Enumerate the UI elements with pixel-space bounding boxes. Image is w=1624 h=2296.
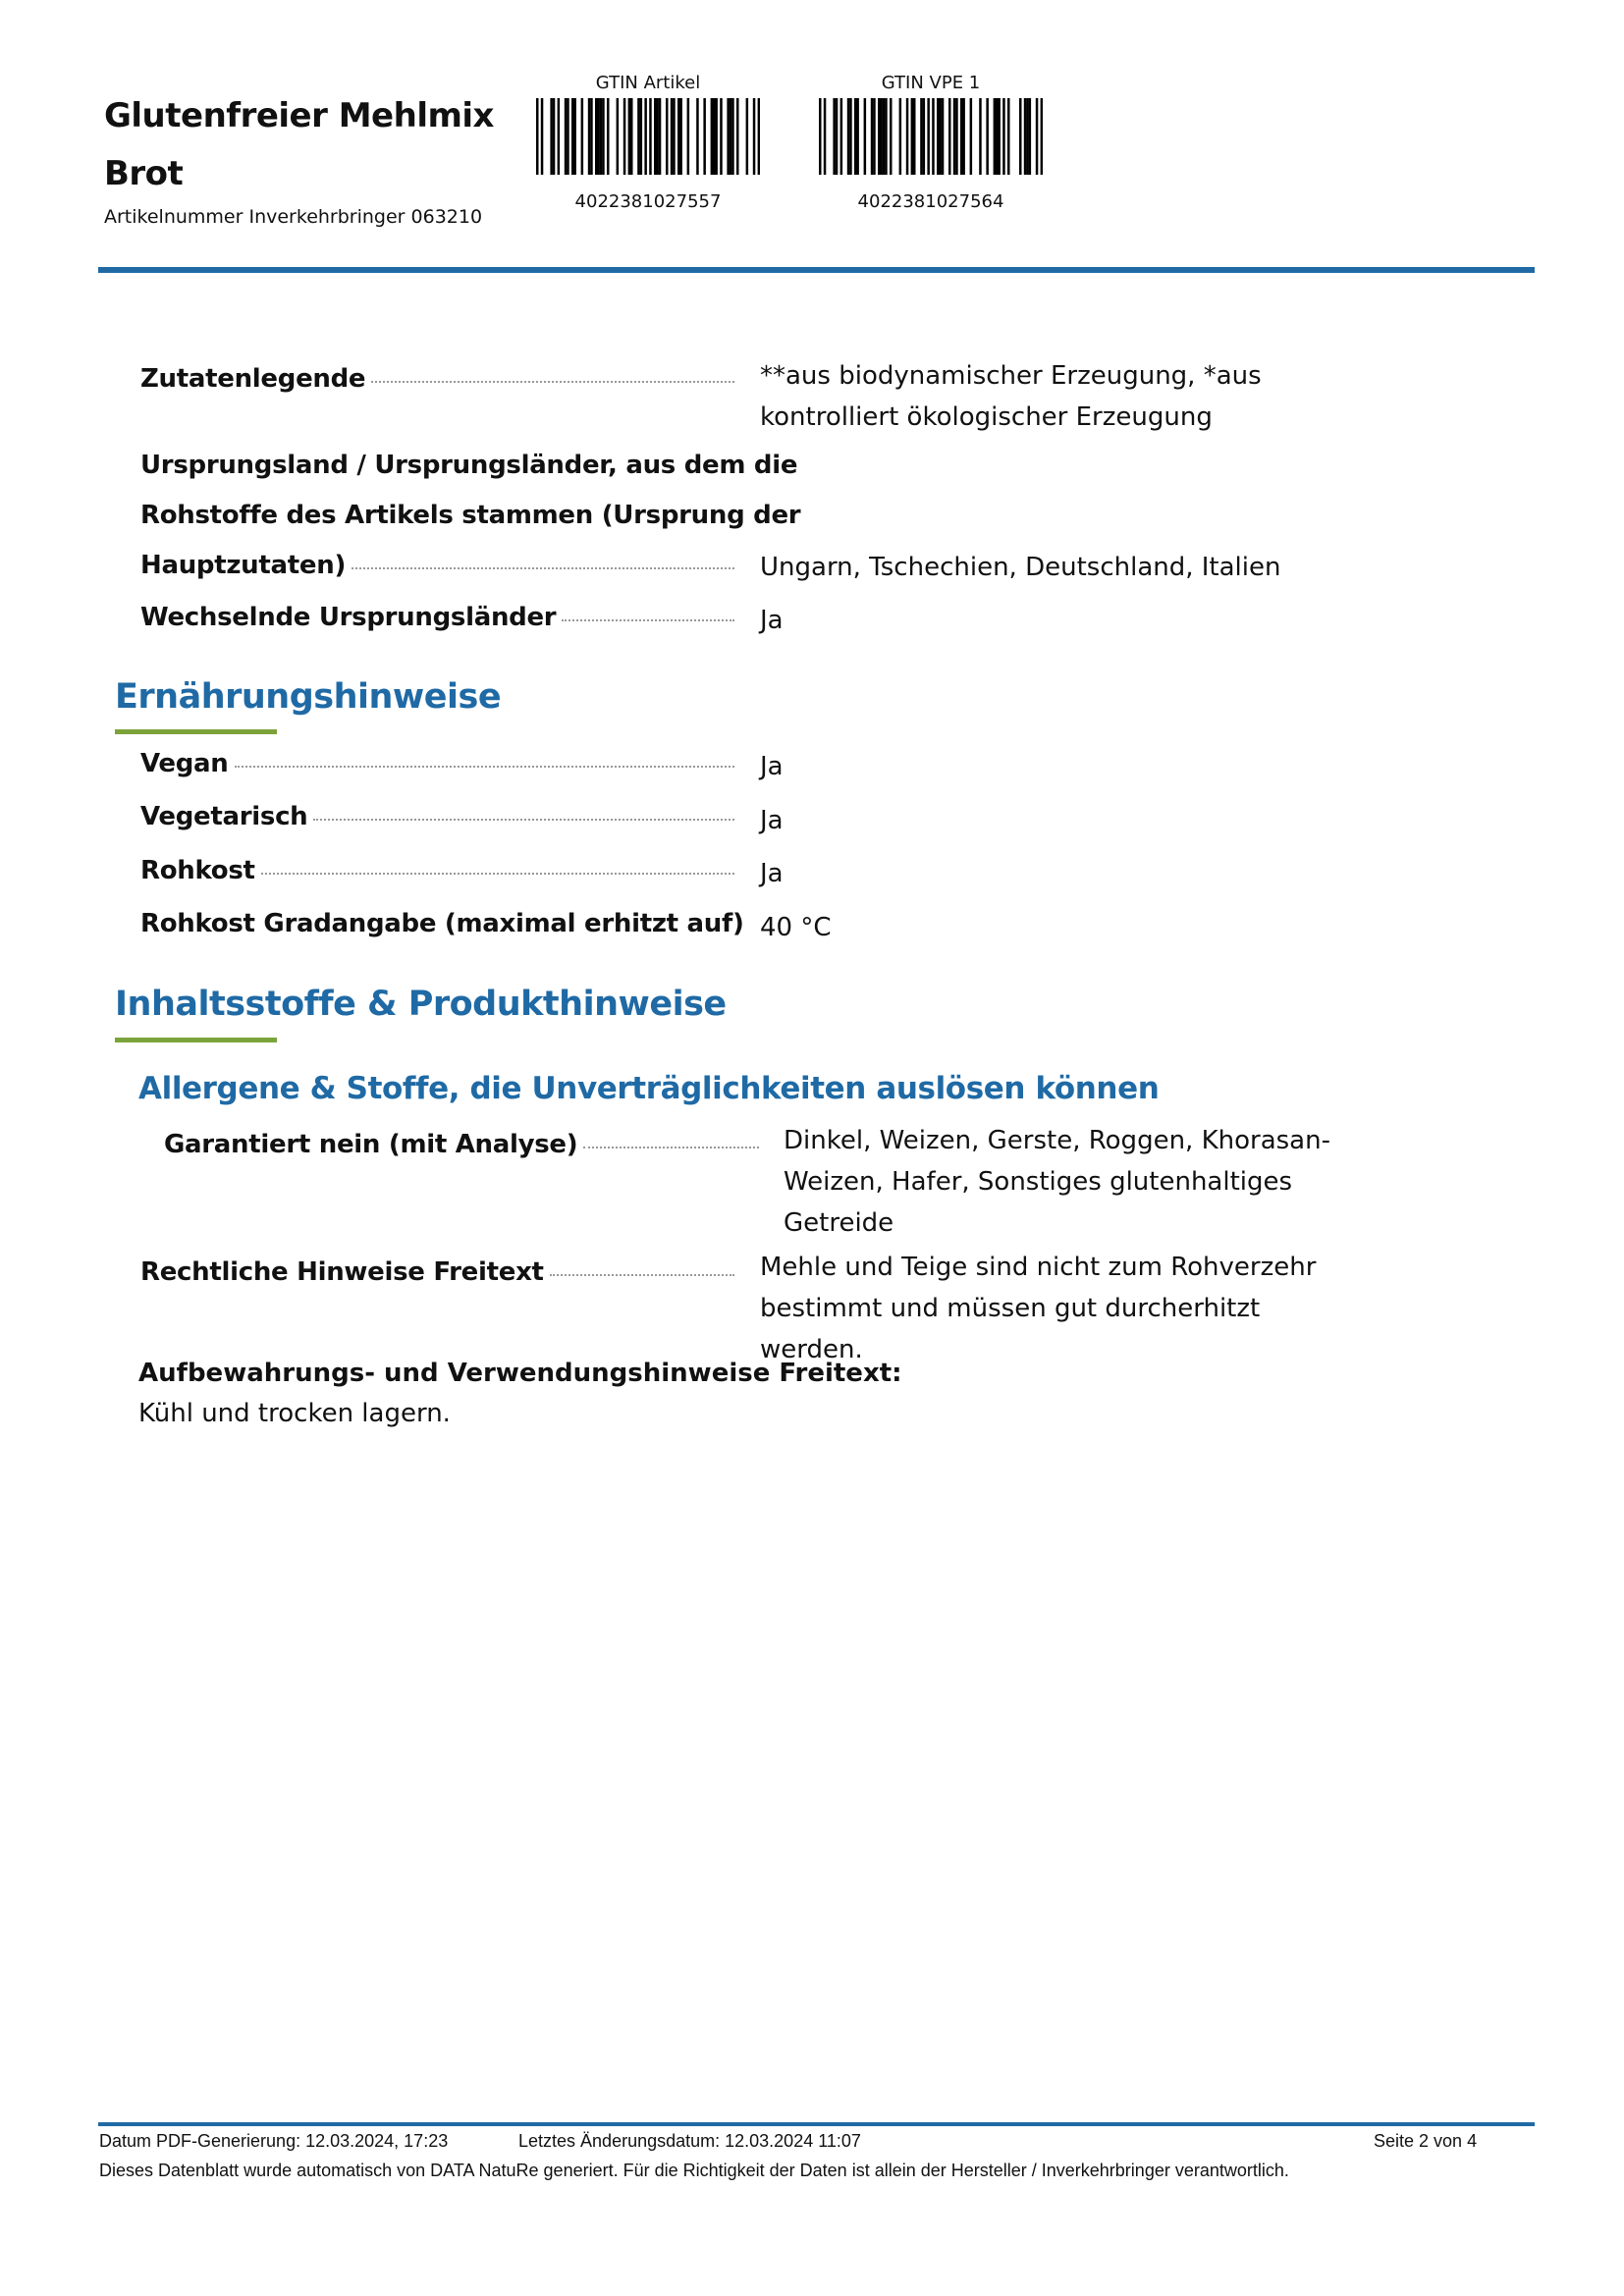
barcode-bar (927, 98, 930, 175)
nutrition-heading-underline (115, 729, 277, 734)
barcode-bar (644, 98, 647, 175)
guaranteed-no-value-line2: Weizen, Hafer, Sonstiges glutenhaltiges (784, 1167, 1293, 1197)
origin-value: Ungarn, Tschechien, Deutschland, Italien (760, 553, 1281, 582)
barcode-bar (590, 98, 593, 175)
barcode-bar (746, 98, 749, 175)
barcode-bar (906, 98, 909, 175)
barcode-bar (659, 98, 662, 175)
barcode-bar (607, 98, 610, 175)
barcode-bar (581, 98, 584, 175)
changing-origin-value: Ja (760, 606, 784, 635)
barcode-bar (854, 98, 857, 175)
guaranteed-no-value-line1: Dinkel, Weizen, Gerste, Roggen, Khorasan- (784, 1126, 1330, 1155)
legal-notes-value-line2: bestimmt und müssen gut durcherhitzt werden. (760, 1294, 1261, 1364)
barcode-bar (600, 98, 603, 175)
origin-label-line2: Rohstoffe des Artikels stammen (Ursprung der (140, 501, 801, 530)
legal-notes-value-line1: Mehle und Teige sind nicht zum Rohverzehr (760, 1253, 1317, 1282)
ingredients-heading-underline (115, 1038, 277, 1042)
barcode-bar (713, 98, 716, 175)
barcode-bar (696, 98, 699, 175)
barcode-bar (597, 98, 600, 175)
barcode-bar (840, 98, 843, 175)
barcode-bar (536, 98, 539, 175)
nutrition-heading: Ernährungshinweise (115, 677, 502, 717)
gtin-article-label: GTIN Artikel (595, 73, 701, 93)
article-number: Artikelnummer Inverkehrbringer 063210 (104, 206, 483, 228)
barcode-bar (986, 98, 989, 175)
barcode-bar (730, 98, 732, 175)
barcode-bar (623, 98, 626, 175)
barcode-bar (541, 98, 544, 175)
barcode-bar (960, 98, 963, 175)
barcode-bar (890, 98, 893, 175)
barcode-bar (939, 98, 942, 175)
barcode-bar (595, 98, 598, 175)
footer-disclaimer: Dieses Datenblatt wurde automatisch von DATA NatuRe generiert. Für die Richtigkeit der Daten ist allein der Hersteller / Inverkehrbringer verantwortlich. (99, 2161, 1289, 2180)
barcode-bar (873, 98, 876, 175)
barcode-bar (849, 98, 852, 175)
footer-change-date: Letztes Änderungsdatum: 12.03.2024 11:07 (518, 2131, 861, 2151)
barcode-bar (885, 98, 888, 175)
barcode-bar (899, 98, 902, 175)
barcode-bar (880, 98, 883, 175)
barcode-bar (996, 98, 999, 175)
barcode-bar (942, 98, 945, 175)
barcode-bar (871, 98, 874, 175)
barcode-bar (649, 98, 652, 175)
barcode-bar (550, 98, 553, 175)
barcode-bar (731, 98, 734, 175)
barcode-bar (836, 98, 839, 175)
gtin-vpe-label: GTIN VPE 1 (881, 73, 981, 93)
product-title-line1: Glutenfreier Mehlmix (104, 96, 494, 135)
vegetarian-value: Ja (760, 806, 784, 835)
barcode-bar (654, 98, 657, 175)
barcode-bar (824, 98, 827, 175)
barcode-bar (720, 98, 723, 175)
barcode-bar (911, 98, 914, 175)
footer-page-number: Seite 2 von 4 (1374, 2131, 1478, 2151)
footer-generation-date: Datum PDF-Generierung: 12.03.2024, 17:23 (99, 2131, 449, 2151)
barcode-bar (923, 98, 926, 175)
ingredient-legend-label: Zutatenlegende (140, 364, 734, 394)
barcode-bar (753, 98, 756, 175)
vegan-value: Ja (760, 752, 784, 781)
barcode-bar (673, 98, 676, 175)
product-title-line2: Brot (104, 154, 184, 193)
barcode-bar (948, 98, 951, 175)
barcode-bar (571, 98, 574, 175)
barcode-bar (588, 98, 591, 175)
gtin-article-barcode (536, 98, 760, 175)
barcode-bar (1002, 98, 1005, 175)
barcode-bar (602, 98, 605, 175)
gtin-vpe-number: 4022381027564 (857, 191, 1004, 212)
barcode-bar (1029, 98, 1032, 175)
barcode-bar (617, 98, 620, 175)
barcode-bar (630, 98, 633, 175)
barcode-bar (932, 98, 935, 175)
barcode-bar (703, 98, 706, 175)
header-divider (98, 267, 1535, 273)
barcode-bar (671, 98, 674, 175)
barcode-bar (677, 98, 680, 175)
barcode-bar (573, 98, 576, 175)
barcode-bar (736, 98, 739, 175)
origin-label-line3: Hauptzutaten) (140, 551, 734, 580)
guaranteed-no-value-line3: Getreide (784, 1208, 894, 1238)
barcode-bar (1019, 98, 1022, 175)
barcode-bar (878, 98, 881, 175)
barcode-bar (558, 98, 561, 175)
raw-food-value: Ja (760, 859, 784, 888)
raw-food-label: Rohkost (140, 856, 734, 885)
barcode-bar (962, 98, 965, 175)
barcode-bar (913, 98, 916, 175)
barcode-bar (637, 98, 640, 175)
barcode-bar (711, 98, 714, 175)
barcode-bar (970, 98, 973, 175)
footer-divider (98, 2122, 1535, 2126)
origin-label-line1: Ursprungsland / Ursprungsländer, aus dem die (140, 451, 798, 480)
barcode-bar (994, 98, 997, 175)
barcode-bar (856, 98, 859, 175)
raw-food-degree-label: Rohkost Gradangabe (maximal erhitzt auf) (140, 909, 744, 938)
raw-food-degree-value: 40 °C (760, 913, 832, 942)
vegetarian-label: Vegetarisch (140, 802, 734, 831)
barcode-bar (666, 98, 669, 175)
barcode-bar (1026, 98, 1029, 175)
guaranteed-no-label: Garantiert nein (mit Analyse) (164, 1130, 759, 1159)
barcode-bar (687, 98, 690, 175)
barcode-bar (640, 98, 643, 175)
barcode-bar (955, 98, 958, 175)
barcode-bar (679, 98, 682, 175)
changing-origin-label: Wechselnde Ursprungsländer (140, 603, 734, 632)
barcode-bar (758, 98, 760, 175)
barcode-bar (715, 98, 718, 175)
barcode-bar (937, 98, 940, 175)
barcode-bar (656, 98, 659, 175)
barcode-bar (864, 98, 867, 175)
barcode-bar (628, 98, 631, 175)
ingredients-heading: Inhaltsstoffe & Produkthinweise (115, 985, 727, 1024)
barcode-bar (847, 98, 850, 175)
storage-notes-label: Aufbewahrungs- und Verwendungshinweise Freitext: (138, 1359, 902, 1388)
barcode-bar (1024, 98, 1027, 175)
barcode-bar (979, 98, 982, 175)
barcode-bar (567, 98, 569, 175)
barcode-bar (998, 98, 1001, 175)
barcode-bar (953, 98, 956, 175)
legal-notes-label: Rechtliche Hinweise Freitext (140, 1257, 734, 1287)
vegan-label: Vegan (140, 749, 734, 778)
barcode-bar (920, 98, 923, 175)
barcode-bar (553, 98, 556, 175)
storage-notes-text: Kühl und trocken lagern. (138, 1399, 451, 1428)
ingredient-legend-value-line2: kontrolliert ökologischer Erzeugung (760, 402, 1213, 432)
barcode-bar (565, 98, 568, 175)
gtin-article-number: 4022381027557 (574, 191, 722, 212)
barcode-bar (883, 98, 886, 175)
barcode-bar (819, 98, 822, 175)
barcode-bar (1041, 98, 1043, 175)
allergens-heading: Allergene & Stoffe, die Unverträglichkeiten auslösen können (138, 1071, 1160, 1106)
barcode-bar (833, 98, 836, 175)
gtin-vpe-barcode (819, 98, 1043, 175)
barcode-bar (1007, 98, 1010, 175)
barcode-bar (1036, 98, 1039, 175)
ingredient-legend-value-line1: **aus biodynamischer Erzeugung, *aus (760, 361, 1262, 391)
barcode-bar (727, 98, 730, 175)
